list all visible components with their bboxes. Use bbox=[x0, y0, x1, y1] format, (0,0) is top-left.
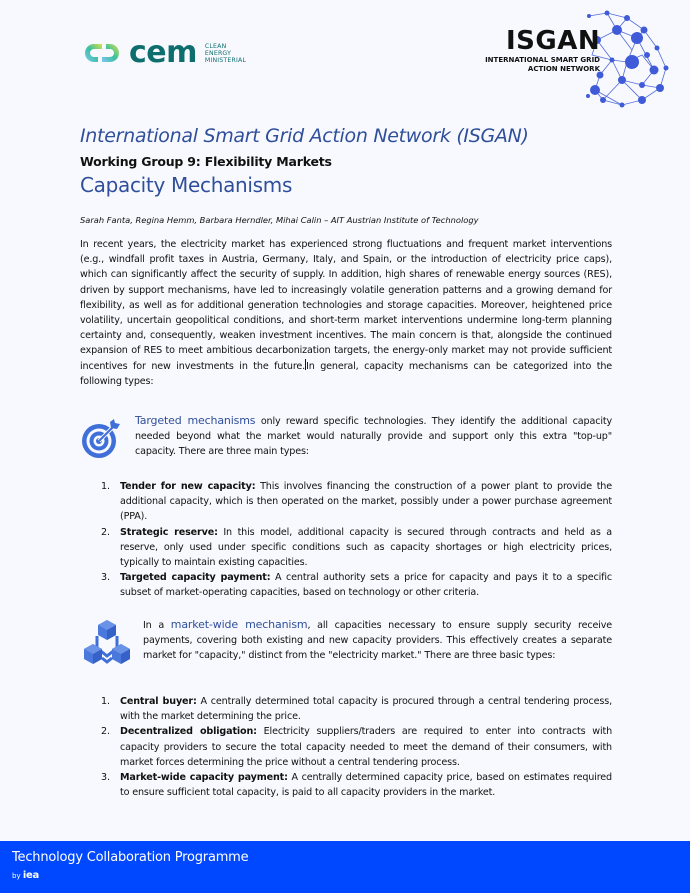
connected-cubes-icon bbox=[82, 618, 132, 668]
list-description: Electricity suppliers/traders are required to enter into contracts with capacity providers to secure the total capacity needed to meet the demand of their consumers, with market forces determining the price without a central tendering process. bbox=[120, 726, 612, 768]
cem-wordmark: cem bbox=[129, 35, 197, 70]
list-term: Central buyer: bbox=[120, 696, 197, 707]
list-description: A central authority sets a price for capacity and pays it to a specific subset of market-operating capacities, based on technology or other criteria. bbox=[120, 572, 612, 599]
list-item bbox=[101, 770, 612, 800]
list-term: Targeted capacity payment: bbox=[120, 572, 271, 584]
list-item bbox=[101, 570, 612, 600]
cem-subtitle bbox=[205, 43, 246, 64]
iea-logo: iea bbox=[22, 870, 39, 881]
list-item bbox=[101, 694, 612, 724]
program-title: International Smart Grid Action Network (ISGAN) bbox=[80, 125, 529, 147]
footer-title: Technology Collaboration Programme bbox=[12, 850, 249, 865]
market-wide-mechanism-paragraph bbox=[143, 617, 612, 664]
targeted-mechanisms-highlight: Targeted mechanisms bbox=[135, 414, 256, 427]
list-term: Tender for new capacity: bbox=[120, 481, 256, 492]
market-wide-highlight: market-wide mechanism bbox=[170, 618, 308, 631]
list-number: 2. bbox=[101, 526, 110, 538]
isgan-wordmark: ISGAN bbox=[506, 26, 601, 56]
document-title: Capacity Mechanisms bbox=[80, 173, 293, 197]
targeted-types-list bbox=[101, 479, 612, 601]
list-description: This involves financing the construction of a power plant to provide the additional capacity, which is then operated on the market, possibly under a power purchase agreement (PPA). bbox=[120, 481, 612, 523]
list-description: In this model, additional capacity is secured through contracts and held as a reserve, only used under specific conditions such as capacity shortages or high electricity prices, typically to maintain existing capacities. bbox=[120, 526, 612, 569]
working-group-heading: Working Group 9: Flexibility Markets bbox=[80, 154, 332, 169]
list-term: Decentralized obligation: bbox=[120, 726, 257, 738]
list-item bbox=[101, 479, 612, 525]
cem-subtitle-line: CLEAN bbox=[204, 42, 227, 50]
intro-paragraph[interactable] bbox=[80, 237, 612, 389]
isgan-logo bbox=[482, 0, 690, 110]
footer-banner bbox=[0, 841, 690, 893]
list-number: 3. bbox=[101, 572, 110, 584]
cem-logo bbox=[82, 35, 247, 70]
market-wide-types-list bbox=[101, 694, 612, 800]
list-description: A centrally determined capacity price, based on estimates required to ensure sufficient total capacity, is paid to all capacity providers in the market. bbox=[120, 772, 613, 799]
list-description: A centrally determined total capacity is procured through a central tendering process, with the market determining the price. bbox=[120, 696, 612, 723]
list-number: 1. bbox=[101, 696, 110, 707]
isgan-subtitle bbox=[482, 56, 600, 74]
list-term: Strategic reserve: bbox=[120, 526, 218, 538]
cem-loop-icon bbox=[82, 41, 122, 65]
list-item bbox=[101, 525, 612, 571]
list-item bbox=[101, 724, 612, 770]
list-number: 1. bbox=[101, 481, 110, 492]
isgan-subtitle-line: INTERNATIONAL SMART GRID bbox=[485, 56, 600, 64]
authors-line: Sarah Fanta, Regina Hemm, Barbara Herndler, Mihai Calin – AIT Austrian Institute of Technology bbox=[80, 215, 479, 225]
list-number: 3. bbox=[101, 772, 110, 784]
footer-byline bbox=[12, 870, 39, 881]
cem-subtitle-line: MINISTERIAL bbox=[204, 56, 247, 64]
market-wide-prefix: In a bbox=[143, 620, 171, 631]
list-term: Market-wide capacity payment: bbox=[120, 772, 288, 784]
target-icon bbox=[80, 418, 122, 460]
targeted-mechanisms-paragraph bbox=[135, 413, 612, 460]
targeted-mechanisms-text: only reward specific technologies. They identify the additional capacity needed beyond what the market would naturally provide and support only this extra "top-up" capacity. There are three main types: bbox=[135, 416, 612, 458]
intro-text: In recent years, the electricity market has experienced strong fluctuations and frequent market interventions (e.g., windfall profit taxes in Austria, Germany, Italy, and Spain, or the introduction of electricity price caps), which can significantly affect the security of supply. In addition, high shares of renewable energy sources (RES), driven by support mechanisms, have led to increasingly volatile generation patterns and a growing demand for flexibility, as well as for additional generation technologies and storage capacities. Moreover, heightened price volatility, uncertain geopolitical conditions, and short-term market interventions undermine long-term planning certainty and, consequently, weaken investment incentives. The main concern is that, alongside the continued expansion of RES to meet ambitious decarbonization targets, the energy-only market may not provide sufficient incentives for new investments in the future. bbox=[80, 239, 612, 372]
isgan-subtitle-line: ACTION NETWORK bbox=[527, 65, 600, 73]
cem-subtitle-line: ENERGY bbox=[204, 49, 232, 57]
list-number: 2. bbox=[101, 726, 110, 738]
market-wide-text: , all capacities necessary to ensure supply security receive payments, covering both existing and new capacity providers. This effectively creates a separate market for "capacity," distinct from the "electricity market." There are three basic types: bbox=[143, 620, 613, 662]
intro-text-continued: In general, capacity mechanisms can be categorized into the following types: bbox=[80, 360, 612, 387]
footer-by-text: by bbox=[12, 872, 21, 880]
